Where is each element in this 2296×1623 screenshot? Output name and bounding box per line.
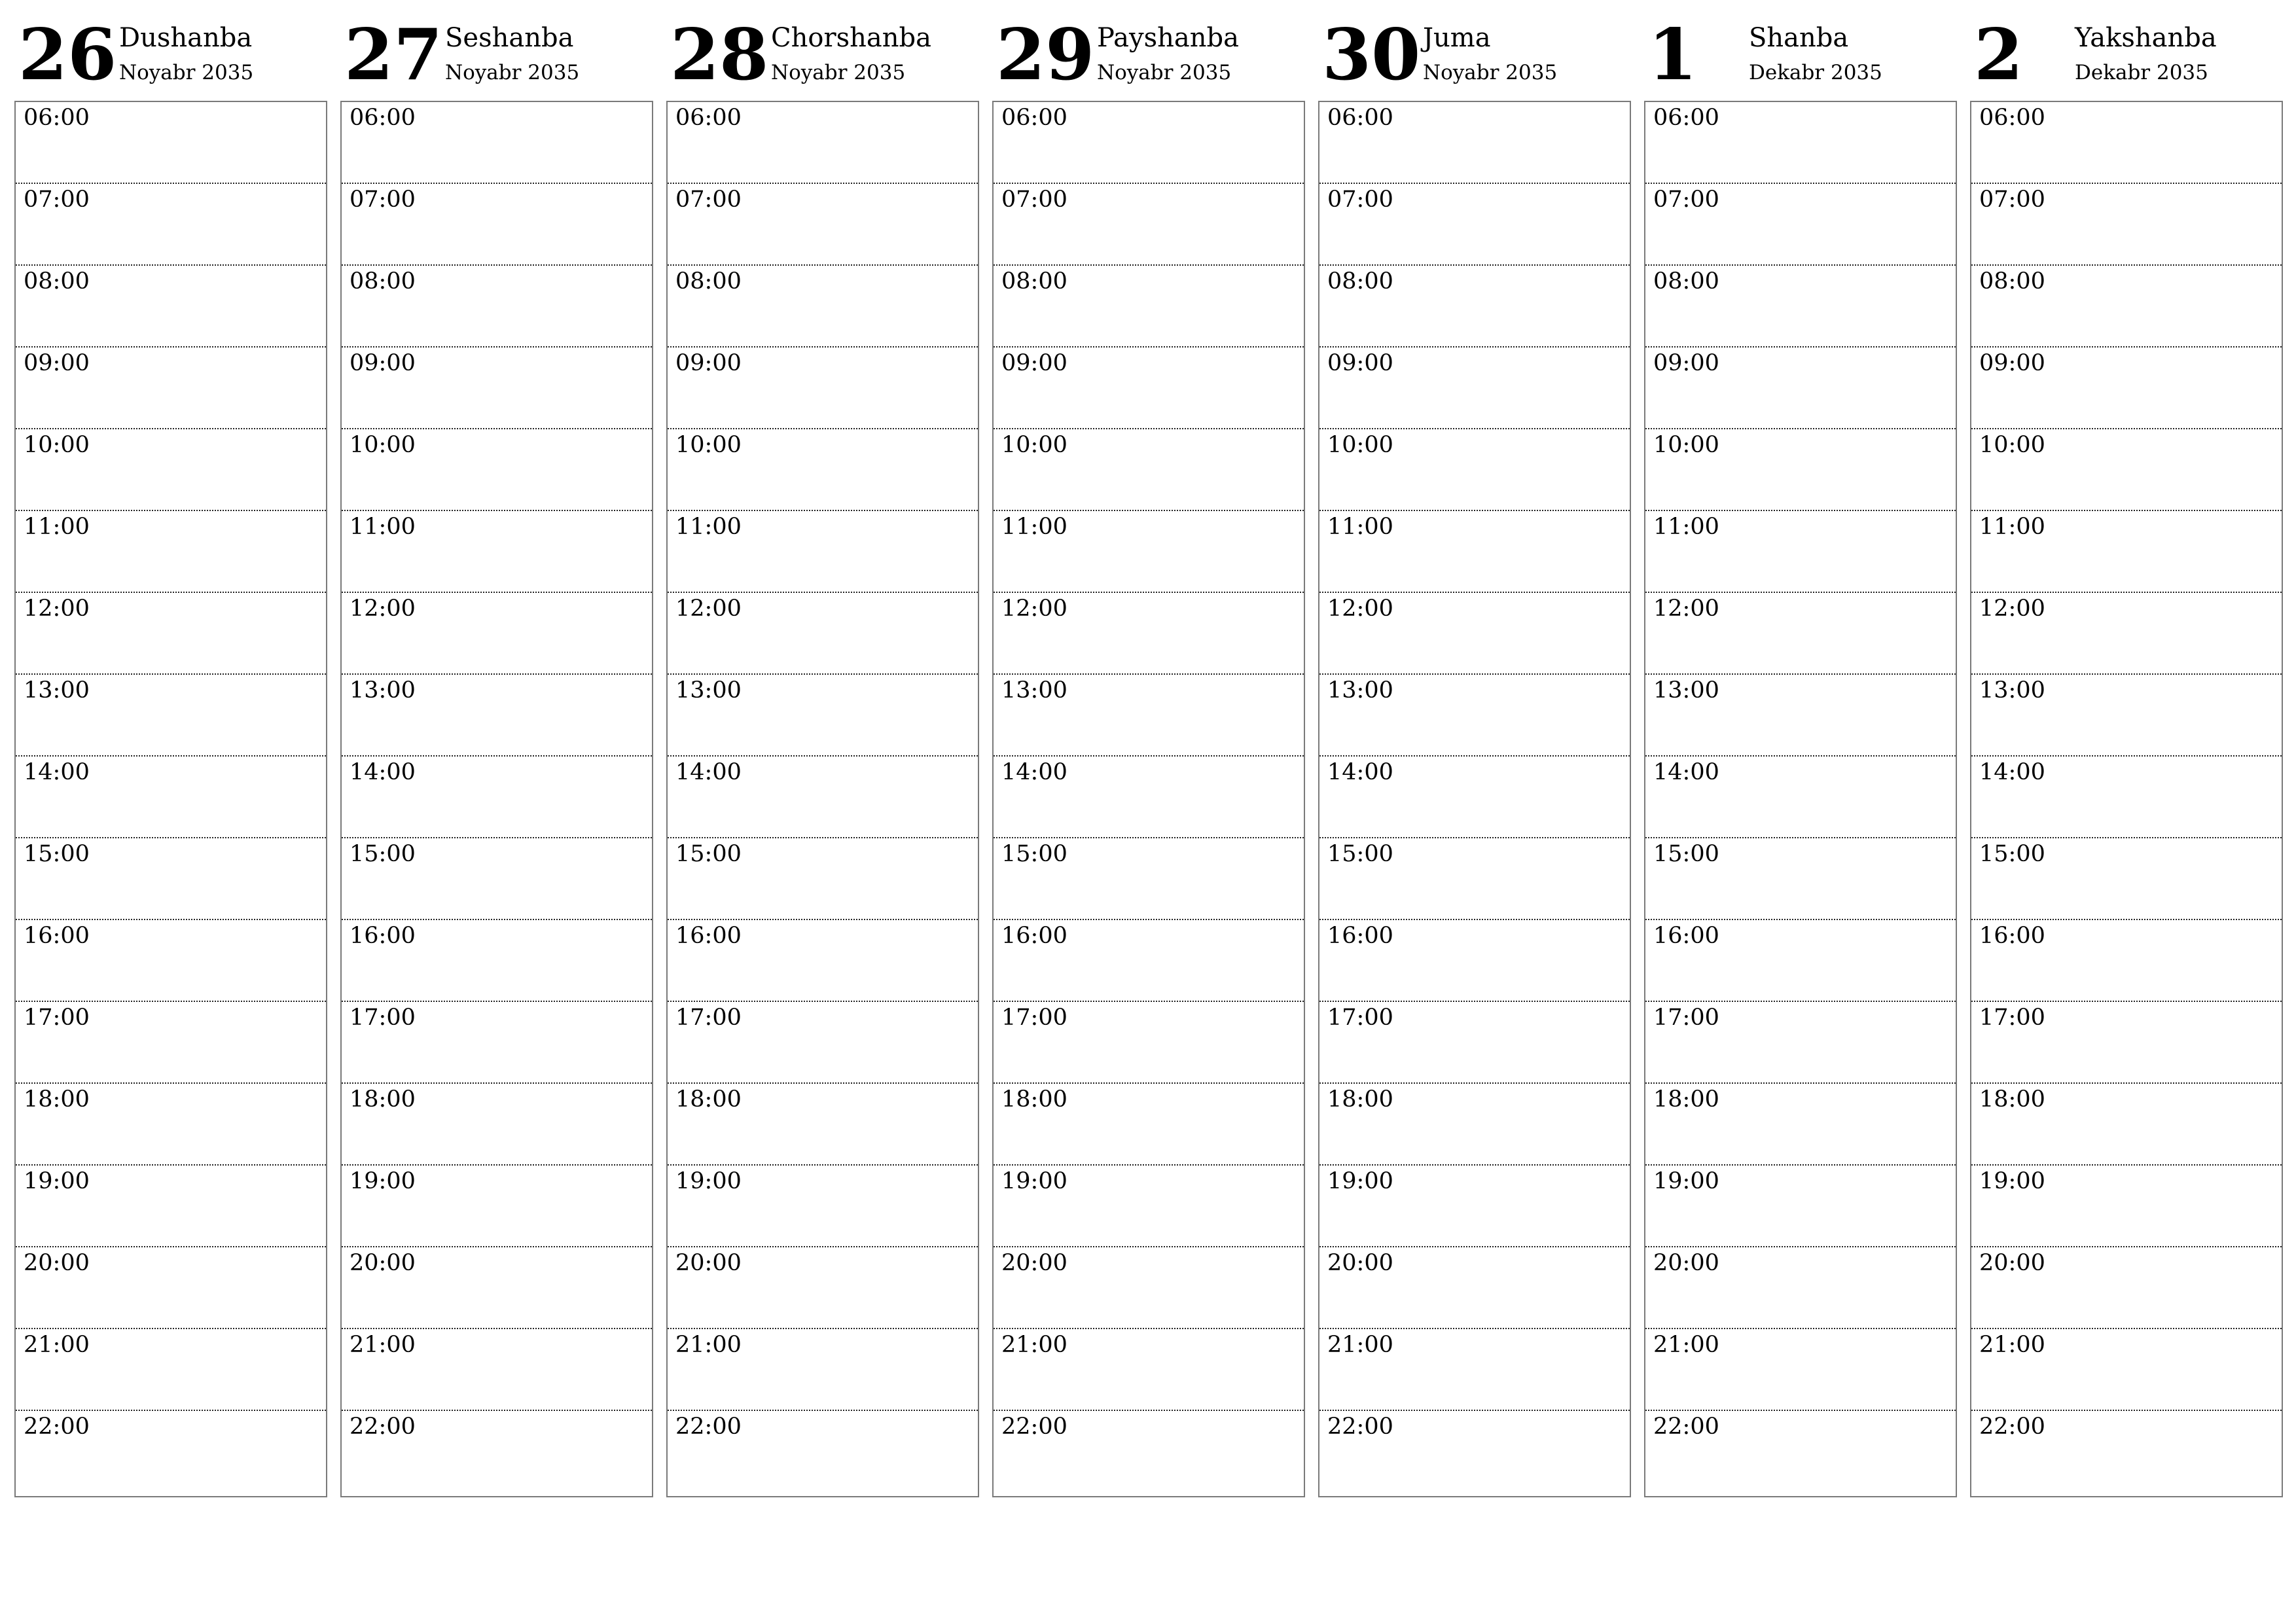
time-label: 07:00 — [1653, 187, 1719, 213]
time-slot[interactable] — [1319, 920, 1630, 1002]
time-label: 10:00 — [1653, 432, 1719, 458]
time-label: 10:00 — [675, 432, 742, 458]
time-slot[interactable] — [1971, 757, 2282, 838]
day-header — [992, 13, 1305, 98]
time-label: 22:00 — [1979, 1414, 2045, 1440]
time-label: 16:00 — [1653, 923, 1719, 949]
time-slot[interactable] — [1319, 757, 1630, 838]
time-slot[interactable] — [1645, 593, 1956, 675]
time-label: 14:00 — [1001, 759, 1067, 785]
time-slot[interactable] — [1971, 675, 2282, 757]
time-slot[interactable] — [1645, 1329, 1956, 1411]
time-label: 17:00 — [1001, 1005, 1067, 1031]
time-label: 19:00 — [1653, 1168, 1719, 1194]
time-label: 09:00 — [1001, 350, 1067, 376]
time-slot[interactable] — [16, 757, 326, 838]
time-label: 17:00 — [1327, 1005, 1393, 1031]
time-slot[interactable] — [16, 511, 326, 593]
time-label: 21:00 — [1001, 1332, 1067, 1358]
time-label: 10:00 — [1001, 432, 1067, 458]
time-slot[interactable] — [16, 429, 326, 511]
time-label: 15:00 — [350, 841, 416, 867]
time-slot[interactable] — [1645, 1411, 1956, 1493]
time-label: 21:00 — [1979, 1332, 2045, 1358]
time-label: 16:00 — [1979, 923, 2045, 949]
time-slot[interactable] — [342, 675, 652, 757]
time-slot[interactable] — [668, 1329, 978, 1411]
time-slot[interactable] — [1645, 1084, 1956, 1166]
time-label: 11:00 — [1979, 514, 2045, 540]
day-number: 29 — [996, 14, 1095, 96]
time-label: 12:00 — [1327, 596, 1393, 622]
time-slot[interactable] — [668, 511, 978, 593]
month-label: Dekabr 2035 — [2075, 61, 2208, 84]
time-label: 20:00 — [350, 1250, 416, 1276]
time-slot[interactable] — [342, 757, 652, 838]
time-slot[interactable] — [16, 1166, 326, 1247]
time-slot[interactable] — [1971, 1247, 2282, 1329]
time-slot[interactable] — [342, 838, 652, 920]
time-slot[interactable] — [1971, 348, 2282, 429]
time-label: 06:00 — [24, 105, 90, 131]
time-label: 10:00 — [1979, 432, 2045, 458]
month-label: Noyabr 2035 — [1423, 61, 1558, 84]
time-label: 13:00 — [1979, 677, 2045, 704]
day-number: 26 — [18, 14, 117, 96]
time-label: 07:00 — [1327, 187, 1393, 213]
time-slot[interactable] — [16, 266, 326, 348]
time-slot[interactable] — [1971, 593, 2282, 675]
time-slot[interactable] — [668, 348, 978, 429]
time-slot[interactable] — [16, 675, 326, 757]
time-slot[interactable] — [668, 838, 978, 920]
time-slot[interactable] — [1971, 1329, 2282, 1411]
time-label: 20:00 — [675, 1250, 742, 1276]
time-slot[interactable] — [342, 429, 652, 511]
time-label: 22:00 — [675, 1414, 742, 1440]
time-label: 15:00 — [24, 841, 90, 867]
time-label: 14:00 — [675, 759, 742, 785]
time-slot[interactable] — [994, 1247, 1304, 1329]
time-slot[interactable] — [668, 429, 978, 511]
time-slot[interactable] — [342, 1411, 652, 1493]
time-label: 15:00 — [1653, 841, 1719, 867]
time-label: 18:00 — [350, 1086, 416, 1113]
time-slot[interactable] — [342, 1247, 652, 1329]
time-slot[interactable] — [668, 102, 978, 184]
time-slot[interactable] — [1971, 838, 2282, 920]
time-label: 22:00 — [1327, 1414, 1393, 1440]
time-slot[interactable] — [668, 1166, 978, 1247]
time-slot[interactable] — [1319, 593, 1630, 675]
time-slot[interactable] — [1645, 920, 1956, 1002]
time-label: 16:00 — [675, 923, 742, 949]
time-label: 14:00 — [1653, 759, 1719, 785]
time-label: 07:00 — [24, 187, 90, 213]
time-label: 22:00 — [1653, 1414, 1719, 1440]
time-slot[interactable] — [1645, 429, 1956, 511]
time-label: 19:00 — [675, 1168, 742, 1194]
time-slot[interactable] — [1645, 838, 1956, 920]
time-slot[interactable] — [994, 593, 1304, 675]
time-slot[interactable] — [994, 348, 1304, 429]
time-slot[interactable] — [1971, 1166, 2282, 1247]
time-label: 21:00 — [1327, 1332, 1393, 1358]
time-label: 16:00 — [1327, 923, 1393, 949]
time-slot[interactable] — [342, 920, 652, 1002]
time-label: 17:00 — [675, 1005, 742, 1031]
time-label: 09:00 — [1327, 350, 1393, 376]
time-slot[interactable] — [1971, 429, 2282, 511]
time-slot[interactable] — [1645, 675, 1956, 757]
time-label: 18:00 — [675, 1086, 742, 1113]
time-label: 08:00 — [1327, 268, 1393, 294]
time-slot[interactable] — [668, 1084, 978, 1166]
time-label: 22:00 — [24, 1414, 90, 1440]
time-label: 20:00 — [1001, 1250, 1067, 1276]
time-slot[interactable] — [994, 757, 1304, 838]
day-schedule-box — [1644, 101, 1957, 1497]
time-slot[interactable] — [16, 1247, 326, 1329]
day-name: Seshanba — [445, 23, 574, 53]
time-label: 19:00 — [1001, 1168, 1067, 1194]
time-slot[interactable] — [16, 1329, 326, 1411]
time-label: 06:00 — [1001, 105, 1067, 131]
time-label: 15:00 — [1327, 841, 1393, 867]
time-label: 09:00 — [24, 350, 90, 376]
day-name: Yakshanba — [2075, 23, 2217, 53]
time-slot[interactable] — [1319, 838, 1630, 920]
time-slot[interactable] — [16, 1002, 326, 1084]
time-label: 13:00 — [350, 677, 416, 704]
time-label: 15:00 — [1979, 841, 2045, 867]
time-slot[interactable] — [342, 348, 652, 429]
time-slot[interactable] — [994, 1084, 1304, 1166]
time-slot[interactable] — [16, 348, 326, 429]
time-label: 18:00 — [1001, 1086, 1067, 1113]
time-slot[interactable] — [994, 1411, 1304, 1493]
time-label: 08:00 — [1653, 268, 1719, 294]
time-label: 10:00 — [1327, 432, 1393, 458]
month-label: Noyabr 2035 — [119, 61, 254, 84]
time-slot[interactable] — [1319, 429, 1630, 511]
time-slot[interactable] — [1319, 266, 1630, 348]
time-slot[interactable] — [1971, 266, 2282, 348]
time-label: 08:00 — [1001, 268, 1067, 294]
time-slot[interactable] — [994, 675, 1304, 757]
time-label: 19:00 — [24, 1168, 90, 1194]
time-slot[interactable] — [668, 1002, 978, 1084]
day-header — [666, 13, 979, 98]
time-label: 06:00 — [1979, 105, 2045, 131]
time-label: 08:00 — [24, 268, 90, 294]
time-label: 15:00 — [675, 841, 742, 867]
time-slot[interactable] — [1645, 1247, 1956, 1329]
day-number: 27 — [344, 14, 443, 96]
time-label: 14:00 — [1327, 759, 1393, 785]
time-label: 18:00 — [1327, 1086, 1393, 1113]
time-label: 14:00 — [1979, 759, 2045, 785]
time-label: 13:00 — [1653, 677, 1719, 704]
day-schedule-box — [340, 101, 653, 1497]
time-label: 12:00 — [1001, 596, 1067, 622]
time-label: 21:00 — [675, 1332, 742, 1358]
day-schedule-box — [992, 101, 1305, 1497]
day-name: Shanba — [1749, 23, 1849, 53]
time-label: 07:00 — [1001, 187, 1067, 213]
time-label: 11:00 — [1327, 514, 1393, 540]
day-header — [14, 13, 327, 98]
day-schedule-box — [1318, 101, 1631, 1497]
time-label: 08:00 — [1979, 268, 2045, 294]
time-label: 14:00 — [350, 759, 416, 785]
time-label: 17:00 — [350, 1005, 416, 1031]
time-slot[interactable] — [1319, 1247, 1630, 1329]
day-schedule-box — [1970, 101, 2283, 1497]
time-label: 07:00 — [675, 187, 742, 213]
time-slot[interactable] — [668, 266, 978, 348]
time-label: 17:00 — [1979, 1005, 2045, 1031]
day-schedule-box — [666, 101, 979, 1497]
time-slot[interactable] — [668, 675, 978, 757]
time-label: 21:00 — [24, 1332, 90, 1358]
time-slot[interactable] — [1971, 1002, 2282, 1084]
time-slot[interactable] — [994, 184, 1304, 266]
time-slot[interactable] — [16, 838, 326, 920]
time-label: 09:00 — [1653, 350, 1719, 376]
time-slot[interactable] — [994, 1166, 1304, 1247]
time-slot[interactable] — [1319, 1084, 1630, 1166]
time-label: 19:00 — [1327, 1168, 1393, 1194]
time-slot[interactable] — [994, 511, 1304, 593]
time-slot[interactable] — [1319, 1329, 1630, 1411]
time-label: 22:00 — [1001, 1414, 1067, 1440]
time-label: 13:00 — [1001, 677, 1067, 704]
day-number: 30 — [1322, 14, 1421, 96]
month-label: Dekabr 2035 — [1749, 61, 1882, 84]
time-slot[interactable] — [994, 1002, 1304, 1084]
time-label: 20:00 — [1653, 1250, 1719, 1276]
time-label: 07:00 — [350, 187, 416, 213]
time-slot[interactable] — [1645, 757, 1956, 838]
time-slot[interactable] — [1645, 266, 1956, 348]
time-label: 18:00 — [1653, 1086, 1719, 1113]
time-slot[interactable] — [1645, 1002, 1956, 1084]
time-slot[interactable] — [1319, 1002, 1630, 1084]
time-label: 18:00 — [24, 1086, 90, 1113]
time-label: 07:00 — [1979, 187, 2045, 213]
time-slot[interactable] — [16, 1084, 326, 1166]
time-label: 21:00 — [350, 1332, 416, 1358]
time-label: 09:00 — [675, 350, 742, 376]
time-label: 16:00 — [1001, 923, 1067, 949]
time-label: 10:00 — [350, 432, 416, 458]
time-label: 10:00 — [24, 432, 90, 458]
time-label: 15:00 — [1001, 841, 1067, 867]
time-slot[interactable] — [668, 757, 978, 838]
day-number: 28 — [670, 14, 769, 96]
time-label: 11:00 — [1653, 514, 1719, 540]
time-slot[interactable] — [1971, 184, 2282, 266]
time-label: 12:00 — [350, 596, 416, 622]
time-slot[interactable] — [342, 266, 652, 348]
time-slot[interactable] — [342, 102, 652, 184]
day-name: Dushanba — [119, 23, 253, 53]
time-slot[interactable] — [668, 593, 978, 675]
day-name: Juma — [1423, 23, 1491, 53]
time-slot[interactable] — [16, 1411, 326, 1493]
time-label: 19:00 — [350, 1168, 416, 1194]
time-slot[interactable] — [1319, 1166, 1630, 1247]
month-label: Noyabr 2035 — [445, 61, 580, 84]
day-number: 1 — [1648, 14, 1698, 96]
time-slot[interactable] — [1319, 348, 1630, 429]
time-slot[interactable] — [994, 838, 1304, 920]
day-name: Chorshanba — [771, 23, 931, 53]
time-label: 12:00 — [1653, 596, 1719, 622]
day-header — [340, 13, 653, 98]
time-slot[interactable] — [342, 1329, 652, 1411]
time-slot[interactable] — [668, 1411, 978, 1493]
time-slot[interactable] — [1971, 1411, 2282, 1493]
time-label: 14:00 — [24, 759, 90, 785]
time-slot[interactable] — [1319, 1411, 1630, 1493]
time-slot[interactable] — [1971, 1084, 2282, 1166]
time-slot[interactable] — [1319, 675, 1630, 757]
time-label: 11:00 — [24, 514, 90, 540]
time-slot[interactable] — [16, 593, 326, 675]
time-slot[interactable] — [1319, 511, 1630, 593]
time-label: 12:00 — [24, 596, 90, 622]
month-label: Noyabr 2035 — [771, 61, 906, 84]
time-label: 08:00 — [675, 268, 742, 294]
time-slot[interactable] — [16, 184, 326, 266]
day-header — [1644, 13, 1957, 98]
time-slot[interactable] — [1971, 102, 2282, 184]
time-label: 20:00 — [1979, 1250, 2045, 1276]
time-slot[interactable] — [1319, 184, 1630, 266]
time-slot[interactable] — [1645, 511, 1956, 593]
time-slot[interactable] — [342, 1166, 652, 1247]
time-label: 19:00 — [1979, 1168, 2045, 1194]
day-number: 2 — [1974, 14, 2024, 96]
time-slot[interactable] — [342, 184, 652, 266]
time-slot[interactable] — [668, 920, 978, 1002]
time-slot[interactable] — [1971, 511, 2282, 593]
time-label: 17:00 — [24, 1005, 90, 1031]
time-slot[interactable] — [16, 920, 326, 1002]
time-label: 11:00 — [675, 514, 742, 540]
time-label: 06:00 — [675, 105, 742, 131]
time-slot[interactable] — [1319, 102, 1630, 184]
time-slot[interactable] — [342, 511, 652, 593]
time-slot[interactable] — [1645, 102, 1956, 184]
time-label: 06:00 — [1327, 105, 1393, 131]
time-label: 21:00 — [1653, 1332, 1719, 1358]
day-header — [1970, 13, 2283, 98]
time-slot[interactable] — [994, 1329, 1304, 1411]
time-label: 09:00 — [1979, 350, 2045, 376]
time-label: 22:00 — [350, 1414, 416, 1440]
time-label: 11:00 — [350, 514, 416, 540]
time-label: 16:00 — [24, 923, 90, 949]
time-label: 18:00 — [1979, 1086, 2045, 1113]
time-slot[interactable] — [16, 102, 326, 184]
time-label: 11:00 — [1001, 514, 1067, 540]
time-slot[interactable] — [342, 593, 652, 675]
time-slot[interactable] — [994, 266, 1304, 348]
time-slot[interactable] — [342, 1084, 652, 1166]
time-label: 20:00 — [1327, 1250, 1393, 1276]
time-slot[interactable] — [668, 1247, 978, 1329]
time-slot[interactable] — [1645, 184, 1956, 266]
time-label: 20:00 — [24, 1250, 90, 1276]
time-label: 06:00 — [350, 105, 416, 131]
time-label: 12:00 — [1979, 596, 2045, 622]
time-slot[interactable] — [668, 184, 978, 266]
time-label: 12:00 — [675, 596, 742, 622]
time-label: 13:00 — [675, 677, 742, 704]
time-slot[interactable] — [342, 1002, 652, 1084]
time-slot[interactable] — [1971, 920, 2282, 1002]
day-header — [1318, 13, 1631, 98]
time-slot[interactable] — [994, 102, 1304, 184]
time-slot[interactable] — [994, 920, 1304, 1002]
day-schedule-box — [14, 101, 327, 1497]
day-name: Payshanba — [1097, 23, 1239, 53]
time-label: 09:00 — [350, 350, 416, 376]
time-label: 16:00 — [350, 923, 416, 949]
month-label: Noyabr 2035 — [1097, 61, 1232, 84]
time-label: 17:00 — [1653, 1005, 1719, 1031]
time-label: 08:00 — [350, 268, 416, 294]
time-label: 06:00 — [1653, 105, 1719, 131]
time-label: 13:00 — [24, 677, 90, 704]
time-slot[interactable] — [1645, 348, 1956, 429]
time-slot[interactable] — [994, 429, 1304, 511]
time-slot[interactable] — [1645, 1166, 1956, 1247]
time-label: 13:00 — [1327, 677, 1393, 704]
